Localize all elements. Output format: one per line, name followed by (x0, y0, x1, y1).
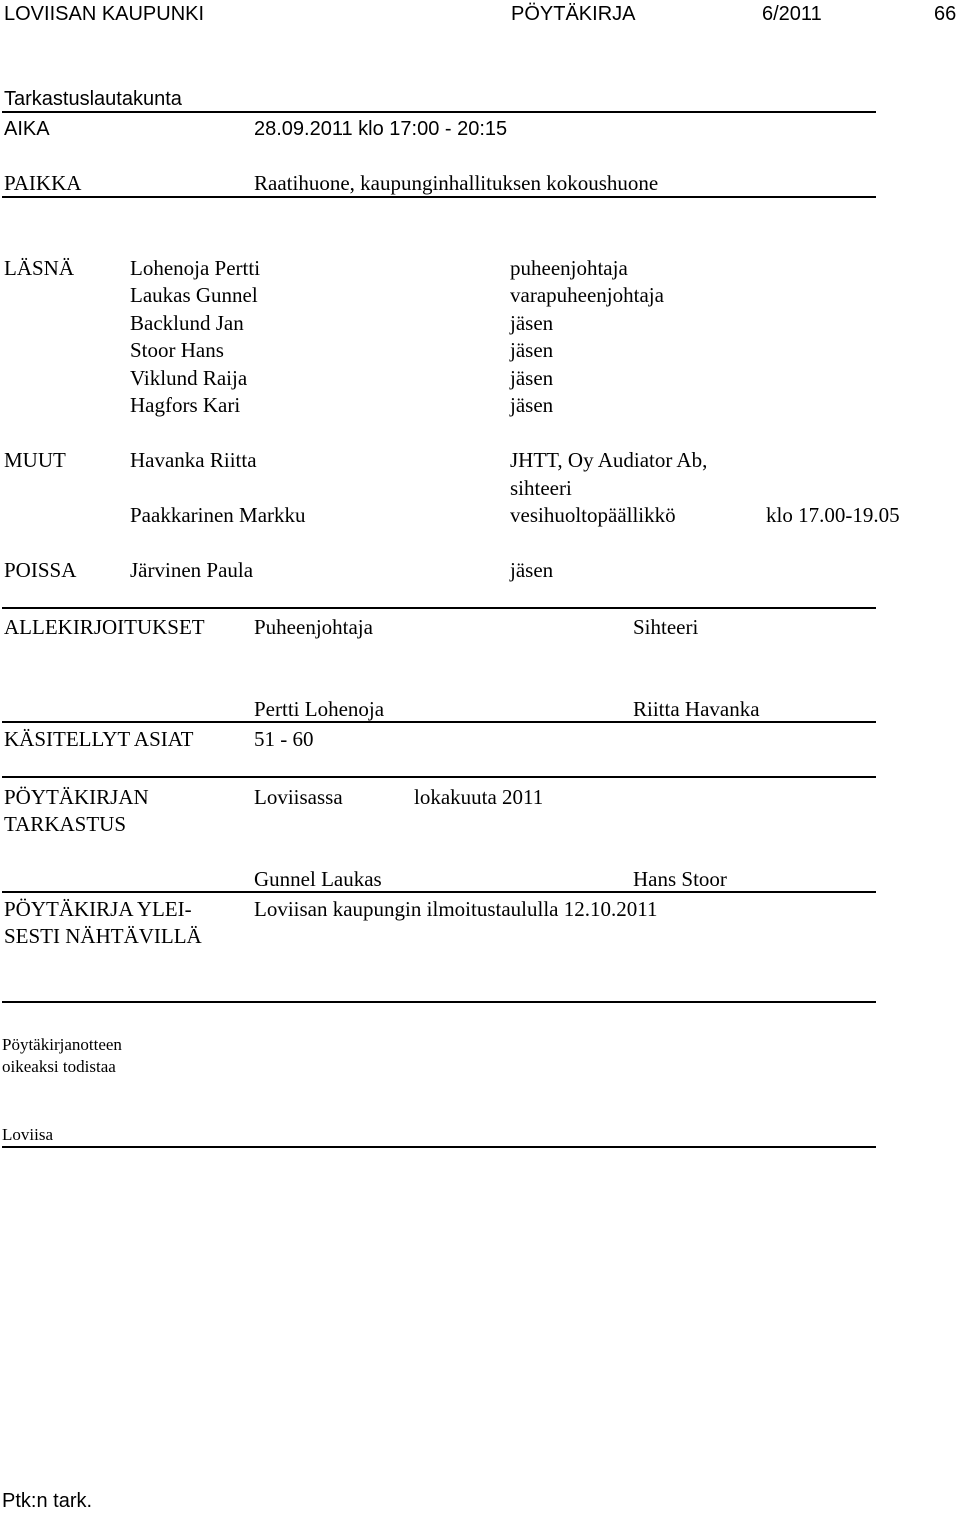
divider (2, 111, 876, 113)
minutes-number: 6/2011 (762, 3, 822, 25)
time-value: 28.09.2011 klo 17:00 - 20:15 (254, 118, 508, 140)
certify-text: Pöytäkirjanotteen (2, 1035, 122, 1054)
other-role: JHTT, Oy Audiator Ab, (510, 448, 708, 472)
document-type: PÖYTÄKIRJA (511, 3, 636, 25)
other-role-secondary: sihteeri (510, 476, 572, 500)
attendance-time-note: klo 17.00-19.05 (766, 503, 900, 527)
member-role: jäsen (510, 311, 554, 335)
city-name: LOVIISAN KAUPUNKI (4, 3, 205, 25)
member-name: Stoor Hans (130, 338, 224, 362)
time-label: AIKA (4, 118, 50, 140)
absent-name: Järvinen Paula (130, 558, 254, 582)
member-role: jäsen (510, 338, 554, 362)
reviewer-name: Gunnel Laukas (254, 867, 382, 891)
review-month: lokakuuta 2011 (414, 785, 544, 809)
footer-reviewer-initials: Ptk:n tark. (2, 1490, 93, 1512)
member-name: Hagfors Kari (130, 393, 241, 417)
other-name: Havanka Riitta (130, 448, 257, 472)
reviewer-name: Hans Stoor (633, 867, 727, 891)
divider (2, 721, 876, 723)
divider (2, 776, 876, 778)
member-name: Viklund Raija (130, 366, 248, 390)
signatures-label: ALLEKIRJOITUKSET (4, 615, 205, 639)
place-value: Raatihuone, kaupunginhallituksen kokoushuone (254, 171, 659, 195)
items-value: 51 - 60 (254, 727, 314, 751)
items-label: KÄSITELLYT ASIAT (4, 727, 194, 751)
place-label: PAIKKA (4, 171, 82, 195)
public-value: Loviisan kaupungin ilmoitustaululla 12.10.2011 (254, 897, 658, 921)
present-label: LÄSNÄ (4, 256, 75, 280)
divider (2, 891, 876, 893)
other-name: Paakkarinen Markku (130, 503, 306, 527)
certify-text: oikeaksi todistaa (2, 1057, 116, 1076)
divider (2, 1001, 876, 1003)
page-number: 66 (934, 3, 957, 25)
secretary-title: Sihteeri (633, 615, 699, 639)
others-label: MUUT (4, 448, 66, 472)
committee-name: Tarkastuslautakunta (4, 88, 182, 110)
member-name: Lohenoja Pertti (130, 256, 261, 280)
divider (2, 196, 876, 198)
chair-title: Puheenjohtaja (254, 615, 373, 639)
absent-label: POISSA (4, 558, 77, 582)
public-label: SESTI NÄHTÄVILLÄ (4, 924, 202, 948)
review-place: Loviisassa (254, 785, 343, 809)
absent-role: jäsen (510, 558, 554, 582)
member-role: puheenjohtaja (510, 256, 628, 280)
divider (2, 1146, 876, 1148)
review-label: TARKASTUS (4, 812, 127, 836)
member-name: Backlund Jan (130, 311, 244, 335)
secretary-name: Riitta Havanka (633, 697, 760, 721)
review-label: PÖYTÄKIRJAN (4, 785, 149, 809)
divider (2, 607, 876, 609)
member-role: jäsen (510, 393, 554, 417)
public-label: PÖYTÄKIRJA YLEI- (4, 897, 192, 921)
certify-place: Loviisa (2, 1125, 53, 1144)
other-role: vesihuoltopäällikkö (510, 503, 676, 527)
chair-name: Pertti Lohenoja (254, 697, 385, 721)
member-role: jäsen (510, 366, 554, 390)
member-name: Laukas Gunnel (130, 283, 258, 307)
member-role: varapuheenjohtaja (510, 283, 664, 307)
